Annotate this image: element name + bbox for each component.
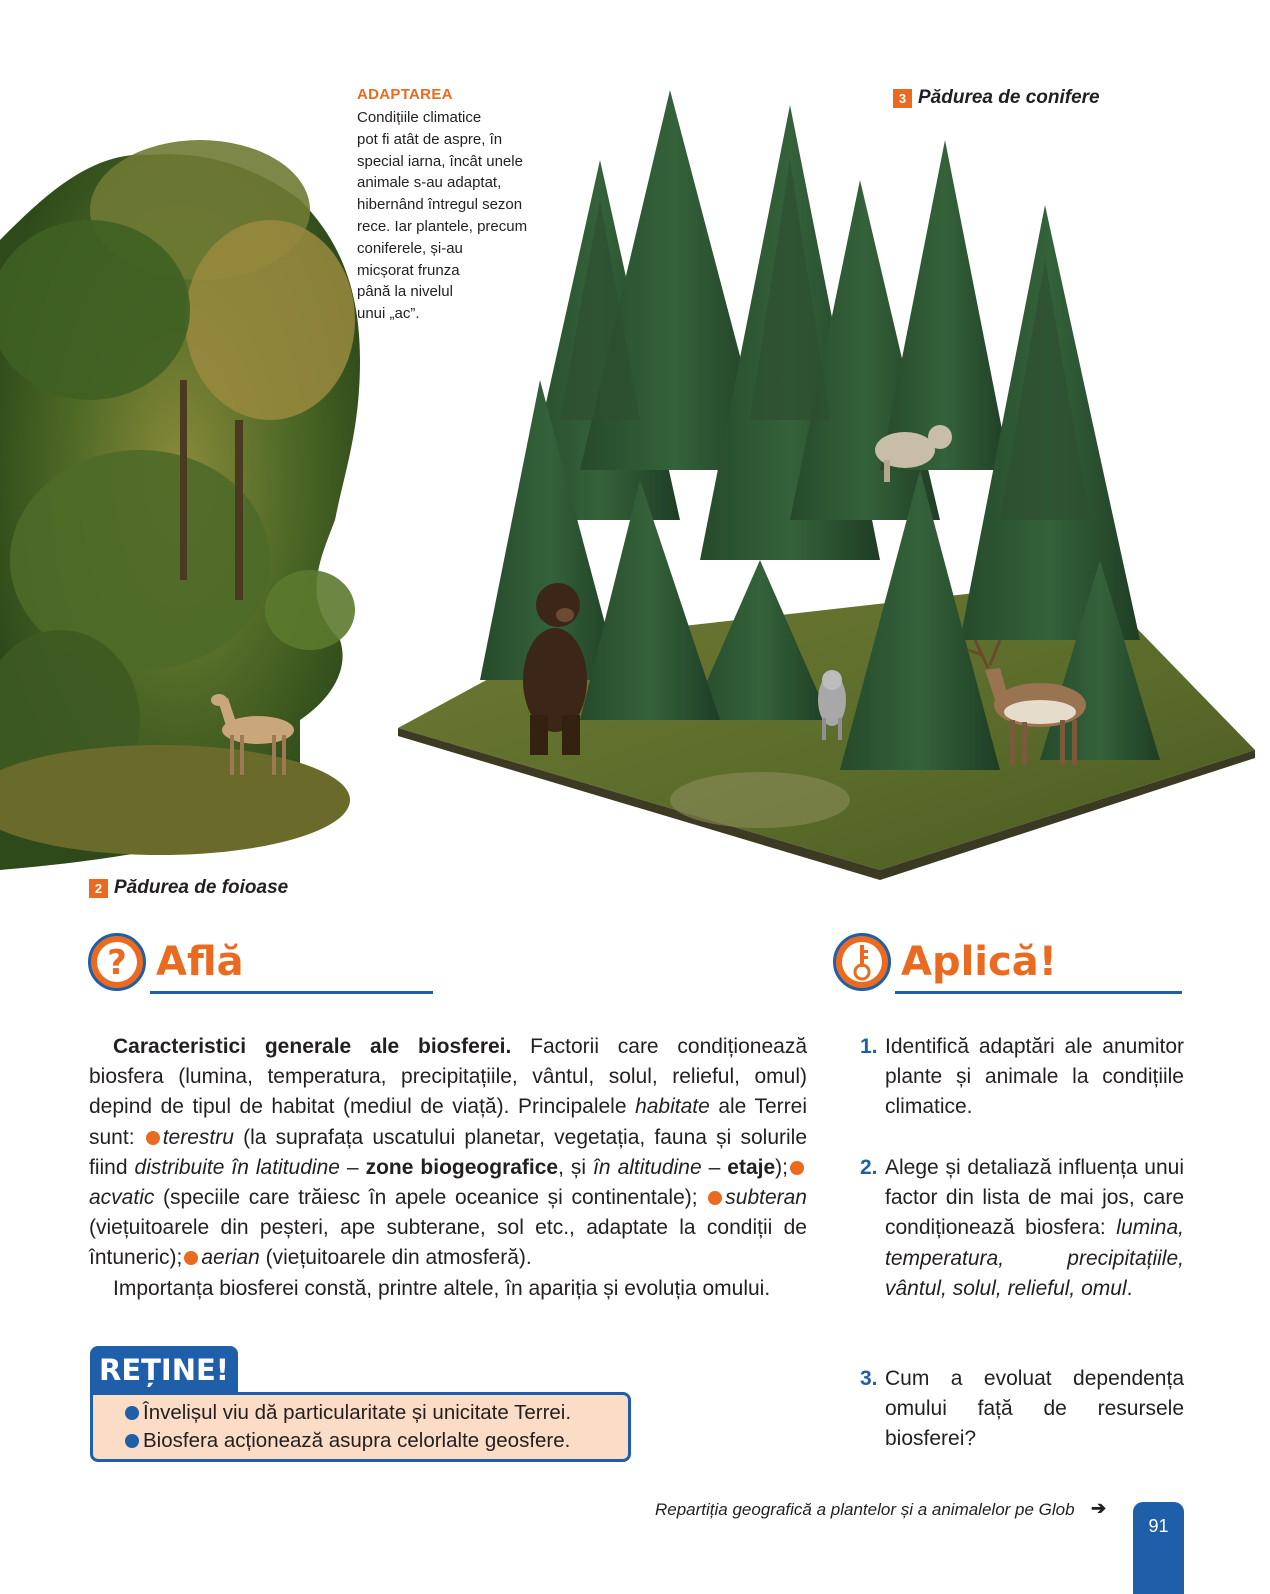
question-1 <box>860 1032 1184 1123</box>
adaptation-line: Condițiile climatice <box>357 109 482 126</box>
text-span: ale Terrei sunt: <box>89 1095 808 1149</box>
bullet-icon <box>125 1434 139 1448</box>
question-text: Identifică adaptări ale anumitor plante și animale la condițiile climatice. <box>885 1035 1184 1119</box>
adaptation-title: ADAPTAREA <box>357 86 453 103</box>
bold-term: etaje <box>727 1155 776 1179</box>
question-2 <box>860 1153 1184 1304</box>
retine-item-text: Biosfera acționează asupra celorlalte geosfere. <box>143 1429 571 1452</box>
aplica-title: Aplică! <box>901 939 1057 985</box>
bullet-icon <box>184 1251 198 1265</box>
page-number-tab <box>1133 1502 1184 1594</box>
main-text <box>89 1032 807 1304</box>
italic-term: distribuite în latitudine <box>134 1155 340 1179</box>
bold-term: zone biogeografice <box>365 1155 559 1179</box>
italic-term: terestru <box>162 1125 234 1149</box>
afla-divider <box>150 991 433 994</box>
question-text: Cum a evoluat dependența omului față de resursele biosferei? <box>885 1367 1184 1451</box>
question-number: 3. <box>860 1367 878 1390</box>
question-3 <box>860 1364 1184 1455</box>
adaptation-line: coniferele, și-au <box>357 239 463 257</box>
bullet-icon <box>125 1406 139 1420</box>
question-italic-list: lumina, temperatura, precipitațiile, vântul, solul, relieful, omul <box>885 1216 1184 1300</box>
bullet-icon <box>790 1161 804 1175</box>
retine-item-text: Învelișul viu dă particularitate și unicitate Terrei. <box>143 1401 572 1424</box>
adaptation-text <box>357 107 552 325</box>
text-span: (viețuitoarele din peșteri, ape subterane, sol etc., adaptate la condiții de întuneric); <box>89 1216 807 1270</box>
figure-caption-text: Pădurea de foioase <box>114 877 289 898</box>
figure-caption-deciduous <box>89 877 288 899</box>
adaptation-line: animale s-au adaptat, <box>357 174 502 192</box>
question-number: 2. <box>860 1156 878 1179</box>
footer-chapter-title: Repartiția geografică a plantelor și a animalelor pe Glob <box>655 1500 1075 1519</box>
text-span: (la suprafața uscatului planetar, vegetația, fauna și solurile fiind <box>89 1125 807 1179</box>
retine-item <box>125 1399 628 1427</box>
text-span: Factorii care condiționează biosfera (lumina, temperatura, precipitațiile, vântul, solul, relieful, omul) depind de tipul de habitat (mediul de viață). Principalele <box>89 1035 807 1119</box>
adaptation-line: până la nivelul <box>357 283 453 301</box>
adaptation-line: rece. Iar plantele, precum <box>357 217 528 235</box>
retine-item <box>125 1427 628 1455</box>
afla-header <box>88 933 244 991</box>
question-text-end: . <box>1126 1276 1133 1300</box>
italic-term: acvatic <box>89 1186 155 1210</box>
question-number: 1. <box>860 1035 878 1058</box>
text-span: (speciile care trăiesc în apele oceanice și continentale); <box>154 1186 698 1210</box>
adaptation-line: pot fi atât de aspre, în <box>357 130 503 148</box>
adaptation-line: micșorat frunza <box>357 261 460 279</box>
paragraph: Importanța biosferei constă, printre altele, în apariția și evoluția omului. <box>113 1276 771 1300</box>
text-span: – <box>701 1155 728 1179</box>
aplica-header <box>833 933 1057 991</box>
question-mark-icon <box>88 933 146 991</box>
adaptation-line: hibernând întregul sezon <box>357 196 523 214</box>
adaptation-line: special iarna, încât unele <box>357 152 523 170</box>
arrow-right-icon: ➔ <box>1091 1498 1107 1518</box>
afla-title: Află <box>156 939 244 985</box>
text-span: , și <box>558 1155 594 1179</box>
question-text <box>885 1153 1184 1304</box>
text-span: (viețuitoarele din atmosferă). <box>259 1246 532 1270</box>
text-span: ); <box>775 1155 788 1179</box>
question-text-span: Alege și detaliază influența unui factor din lista de mai jos, care condiționează biosfera: <box>885 1156 1184 1240</box>
text-span: – <box>339 1155 366 1179</box>
adaptation-line: unui „ac”. <box>357 305 420 323</box>
figure-number: 2 <box>89 879 108 898</box>
figure-number: 3 <box>893 89 912 108</box>
figure-caption-conifer <box>893 87 1100 109</box>
retine-title: REȚINE! <box>90 1346 238 1394</box>
figure-caption-text: Pădurea de conifere <box>918 87 1100 108</box>
page-number: 91 <box>1148 1516 1169 1536</box>
bullet-icon <box>146 1131 160 1145</box>
deciduous-forest <box>0 140 360 870</box>
italic-term: aerian <box>201 1246 260 1270</box>
italic-term: subteran <box>725 1186 807 1210</box>
bullet-icon <box>708 1191 722 1205</box>
key-icon <box>833 933 891 991</box>
aplica-divider <box>895 991 1182 994</box>
paragraph <box>89 1032 807 1274</box>
retine-box <box>90 1392 631 1462</box>
svg-text:?: ? <box>107 943 127 983</box>
paragraph-heading: Caracteristici generale ale biosferei. <box>113 1035 512 1058</box>
italic-term: habitate <box>635 1095 710 1119</box>
italic-term: în altitudine <box>593 1155 702 1179</box>
